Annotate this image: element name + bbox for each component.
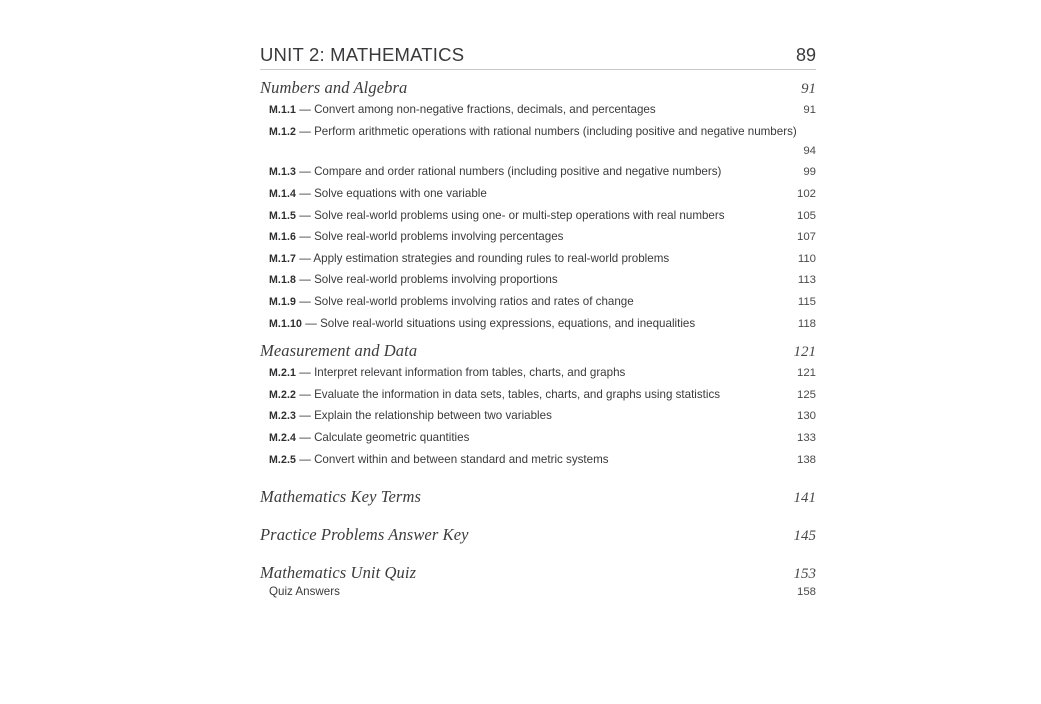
- section-heading-page-number: 91: [801, 80, 816, 97]
- toc-entry-page-number: 115: [797, 295, 816, 308]
- toc-entry-page-number: 105: [796, 209, 816, 222]
- toc-entry-row[interactable]: [269, 407, 816, 425]
- toc-entry-page-number: 110: [797, 252, 816, 265]
- toc-entry-dash: —: [299, 431, 311, 444]
- toc-entry-page-number: 118: [797, 317, 816, 330]
- toc-entry-dash: —: [299, 124, 311, 138]
- page-title: UNIT 2: MATHEMATICS: [260, 44, 465, 65]
- section-heading-row[interactable]: [260, 78, 816, 98]
- toc-entry-label: [269, 250, 798, 268]
- backmatter-page-number: 141: [793, 489, 816, 506]
- toc-entry-page-number: 138: [796, 453, 816, 466]
- table-of-contents: [260, 44, 816, 598]
- toc-entry-label: [269, 123, 816, 141]
- toc-entry-page-number: 133: [796, 432, 816, 444]
- toc-entry-label: [269, 315, 798, 333]
- toc-entry-title: Convert within and between standard and metric systems: [314, 452, 609, 466]
- toc-entry-label: [269, 228, 797, 246]
- toc-entry-page-number: 91: [803, 104, 816, 117]
- toc-entry-code: M.1.6: [269, 231, 296, 244]
- toc-entry-code: M.2.4: [269, 432, 296, 444]
- toc-entry-page-number: 113: [797, 274, 816, 287]
- toc-entry-row[interactable]: [269, 386, 816, 404]
- toc-entry-row[interactable]: [269, 451, 816, 469]
- toc-entry-dash: —: [299, 294, 311, 308]
- section-heading-label: Measurement and Data: [260, 340, 418, 360]
- toc-entry-label: [269, 207, 797, 225]
- toc-entry-code: M.1.8: [269, 274, 296, 287]
- toc-entry-label: [269, 163, 803, 181]
- section-heading-page-number: 121: [793, 343, 816, 360]
- backmatter-page-number: 145: [793, 527, 816, 544]
- toc-entry-row[interactable]: [269, 185, 816, 203]
- toc-entry-code: M.1.7: [269, 252, 296, 265]
- toc-entry-code: M.1.10: [269, 317, 302, 330]
- toc-entry-dash: —: [299, 273, 311, 287]
- toc-entry-dash: —: [299, 366, 311, 380]
- toc-entry-row[interactable]: [269, 271, 816, 289]
- unit-header-page-number: 89: [795, 45, 816, 65]
- toc-entry-code: M.2.3: [269, 410, 296, 423]
- toc-entry-code: M.1.4: [269, 187, 296, 200]
- section-heading-row[interactable]: [260, 341, 816, 361]
- toc-entry-code: M.2.1: [269, 367, 296, 380]
- toc-entry-page-number: 102: [796, 187, 816, 200]
- toc-entry-row[interactable]: [269, 250, 816, 268]
- backmatter-subentry-page-number: 158: [796, 585, 816, 598]
- toc-entry-row[interactable]: [269, 429, 816, 447]
- sections-container: [260, 78, 816, 469]
- backmatter-row[interactable]: [260, 487, 816, 507]
- toc-entry-row[interactable]: [269, 101, 816, 119]
- toc-entry-row[interactable]: [269, 315, 816, 333]
- toc-entry-page-number: 130: [796, 410, 816, 423]
- toc-entry-row[interactable]: [269, 364, 816, 382]
- toc-entry-dash: —: [299, 186, 311, 200]
- toc-entry-row[interactable]: [269, 123, 816, 160]
- toc-entry-title: Solve real-world situations using expressions, equations, and inequalities: [320, 316, 696, 330]
- toc-entry-label: [269, 407, 797, 425]
- toc-entry-dash: —: [299, 103, 311, 117]
- backmatter-label: Mathematics Unit Quiz: [260, 562, 417, 582]
- toc-entry-row[interactable]: [269, 207, 816, 225]
- toc-entry-dash: —: [299, 230, 311, 244]
- backmatter-subentry-row[interactable]: [269, 585, 816, 598]
- toc-entry-dash: —: [299, 165, 311, 179]
- toc-entry-dash: —: [299, 208, 311, 222]
- toc-entry-page-number: 125: [796, 388, 816, 401]
- toc-entry-row[interactable]: [269, 293, 816, 311]
- toc-entry-page-number: 99: [803, 166, 816, 179]
- toc-entry-code: M.2.2: [269, 388, 296, 401]
- toc-entry-code: M.1.1: [269, 104, 296, 117]
- toc-entry-title: Explain the relationship between two variables: [314, 409, 552, 423]
- backmatter-row[interactable]: [260, 563, 816, 583]
- toc-entry-title: Apply estimation strategies and rounding rules to real-world problems: [313, 251, 670, 265]
- toc-entry-page-number: 107: [796, 231, 816, 244]
- toc-entry-code: M.1.5: [269, 209, 296, 222]
- toc-entry-label: [269, 386, 797, 404]
- toc-entry-title: Evaluate the information in data sets, tables, charts, and graphs using statistics: [314, 387, 721, 401]
- toc-entry-title: Calculate geometric quantities: [314, 431, 470, 444]
- toc-entry-page-number: 121: [796, 367, 816, 380]
- toc-entry-title: Solve equations with one variable: [314, 186, 487, 200]
- toc-entry-title: Compare and order rational numbers (including positive and negative numbers): [314, 165, 722, 179]
- toc-entry-dash: —: [299, 452, 311, 466]
- toc-entry-code: M.1.2: [269, 125, 296, 138]
- toc-entry-code: M.2.5: [269, 453, 296, 466]
- backmatter-label: Mathematics Key Terms: [260, 486, 421, 506]
- toc-entry-title: Solve real-world problems involving percentages: [314, 230, 564, 244]
- toc-entry-label: [269, 364, 797, 382]
- toc-entry-label: [269, 101, 803, 119]
- toc-entry-code: M.1.9: [269, 295, 296, 308]
- section-heading-label: Numbers and Algebra: [260, 77, 408, 97]
- unit-header: [260, 44, 816, 70]
- backmatter-subentry-label: Quiz Answers: [269, 584, 340, 598]
- toc-entry-dash: —: [299, 409, 311, 423]
- backmatter-row[interactable]: [260, 525, 816, 545]
- toc-entry-label: [269, 429, 797, 447]
- toc-entry-title: Solve real-world problems involving ratios and rates of change: [314, 294, 634, 308]
- backmatter-container: [260, 487, 816, 598]
- toc-entry-label: [269, 271, 798, 289]
- toc-entry-row[interactable]: [269, 228, 816, 246]
- toc-entry-title: Convert among non-negative fractions, decimals, and percentages: [314, 103, 656, 117]
- toc-entry-page-number: 94: [803, 144, 816, 157]
- toc-entry-row[interactable]: [269, 163, 816, 181]
- backmatter-label: Practice Problems Answer Key: [260, 524, 469, 544]
- toc-entry-label: [269, 451, 797, 469]
- backmatter-page-number: 153: [793, 565, 816, 582]
- toc-entry-title: Perform arithmetic operations with rational numbers (including positive and negative numbers): [314, 124, 797, 138]
- toc-entry-dash: —: [305, 316, 317, 330]
- toc-entry-dash: —: [299, 387, 311, 401]
- toc-entry-title: Solve real-world problems involving proportions: [314, 273, 558, 287]
- toc-entry-dash: —: [299, 251, 311, 265]
- toc-entry-title: Solve real-world problems using one- or multi-step operations with real numbers: [314, 208, 725, 222]
- toc-entry-label: [269, 185, 797, 203]
- toc-entry-code: M.1.3: [269, 166, 296, 179]
- toc-entry-label: [269, 293, 798, 311]
- toc-entry-title: Interpret relevant information from tables, charts, and graphs: [314, 366, 626, 380]
